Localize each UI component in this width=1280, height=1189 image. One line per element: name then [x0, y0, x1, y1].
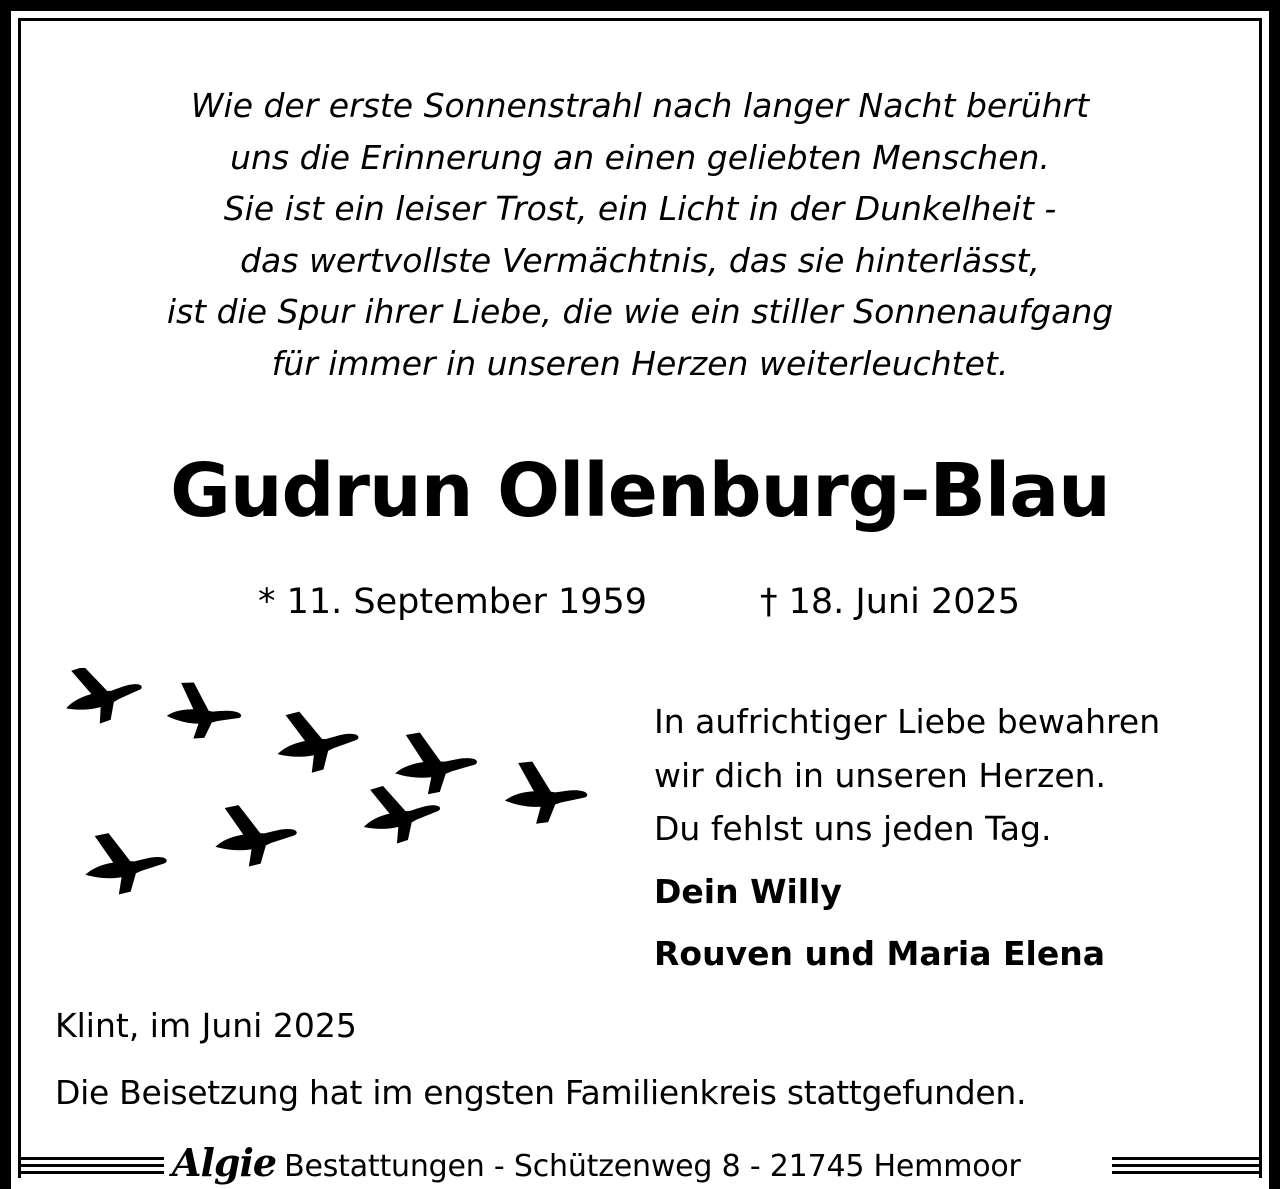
- funeral-home-logo: Algie: [172, 1140, 277, 1185]
- frame-corner-right: [1269, 1160, 1280, 1189]
- flying-birds-icon: [55, 668, 600, 908]
- bird-6: [83, 829, 169, 897]
- bird-7: [213, 801, 299, 869]
- poem-line: Wie der erste Sonnenstrahl nach langer Nacht berührt: [190, 86, 1090, 125]
- poem-line: ist die Spur ihrer Liebe, die wie ein stiller Sonnenaufgang: [166, 292, 1114, 331]
- bottom-rule-right: [1112, 1157, 1262, 1177]
- signature: Rouven und Maria Elena: [654, 934, 1105, 973]
- condolence-message: [654, 695, 1160, 856]
- signature: Dein Willy: [654, 872, 842, 911]
- frame-corner-left: [0, 1160, 11, 1189]
- bird-4: [394, 731, 478, 796]
- poem: [60, 80, 1220, 389]
- poem-line: das wertvollste Vermächtnis, das sie hinterlässt,: [240, 240, 1040, 280]
- bird-1: [60, 668, 147, 729]
- poem-line: für immer in unseren Herzen weiterleuchtet.: [271, 343, 1009, 383]
- bird-5: [504, 761, 588, 826]
- footer: [168, 1140, 1025, 1186]
- message-line: wir dich in unseren Herzen.: [654, 755, 1107, 795]
- message-line: Du fehlst uns jeden Tag.: [654, 809, 1052, 848]
- bird-2: [165, 680, 244, 743]
- funeral-home-address: Bestattungen - Schützenweg 8 - 21745 Hemmoor: [284, 1149, 1021, 1184]
- place-date: Klint, im Juni 2025: [55, 1006, 357, 1045]
- birth-date: * 11. September 1959: [258, 582, 648, 622]
- burial-note: Die Beisetzung hat im engsten Familienkreis stattgefunden.: [55, 1073, 1027, 1112]
- poem-line: uns die Erinnerung an einen geliebten Menschen.: [230, 137, 1050, 177]
- message-line: In aufrichtiger Liebe bewahren: [654, 702, 1161, 741]
- bottom-rule-left: [18, 1157, 164, 1177]
- bird-3: [273, 706, 361, 776]
- death-date: † 18. Juni 2025: [760, 582, 1021, 622]
- poem-line: Sie ist ein leiser Trost, ein Licht in der Dunkelheit -: [223, 189, 1057, 228]
- deceased-name: Gudrun Ollenburg-Blau: [170, 448, 1110, 534]
